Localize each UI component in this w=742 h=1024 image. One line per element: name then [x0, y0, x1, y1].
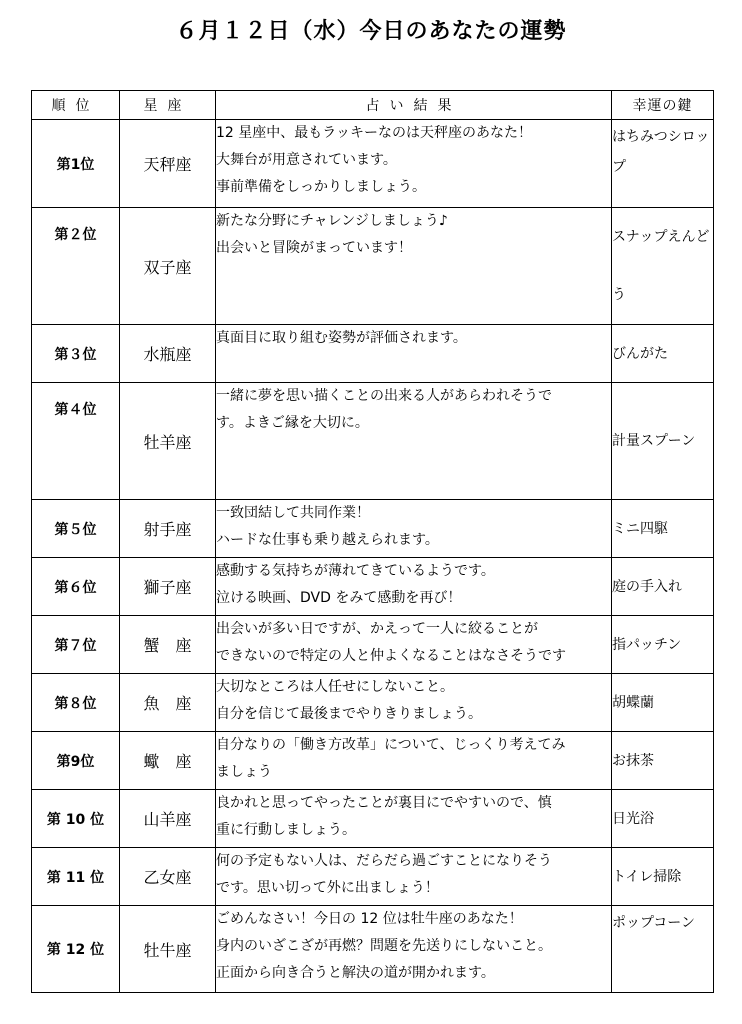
table-row — [32, 790, 714, 848]
result-cell — [216, 208, 612, 325]
rank-cell: 第 10 位 — [32, 790, 120, 848]
result-line: 感動する気持ちが薄れてきているようです。 — [216, 563, 495, 579]
sign-cell: 乙女座 — [120, 848, 216, 906]
result-line: 事前準備をしっかりしましょう。 — [216, 179, 426, 195]
rank-cell: 第６位 — [32, 558, 120, 616]
result-line: 身内のいざこざが再燃？問題を先送りにしないこと。 — [216, 938, 552, 954]
result-line: 何の予定もない人は、だらだら過ごすことになりそう — [216, 853, 552, 869]
rank-cell: 第２位 — [32, 208, 120, 325]
sign-cell: 山羊座 — [120, 790, 216, 848]
result-line: できないので特定の人と仲よくなることはなさそうです — [216, 648, 566, 664]
result-cell — [216, 848, 612, 906]
rank-cell: 第８位 — [32, 674, 120, 732]
luck-cell: スナップえんどう — [612, 208, 714, 325]
luck-cell: ポップコーン — [612, 906, 714, 993]
table-row — [32, 848, 714, 906]
luck-cell: ミニ四駆 — [612, 500, 714, 558]
sign-cell: 魚 座 — [120, 674, 216, 732]
result-line: 大舞台が用意されています。 — [216, 152, 397, 168]
table-row — [32, 208, 714, 325]
header-rank: 順位 — [32, 91, 120, 120]
table-row — [32, 558, 714, 616]
result-line: ましょう — [216, 764, 272, 780]
table-row — [32, 732, 714, 790]
header-luck: 幸運の鍵 — [612, 91, 714, 120]
rank-cell: 第 11 位 — [32, 848, 120, 906]
rank-cell: 第1位 — [32, 120, 120, 208]
result-cell — [216, 383, 612, 500]
result-line: 自分なりの「働き方改革」について、じっくり考えてみ — [216, 737, 566, 753]
result-line: です。思い切って外に出ましょう！ — [216, 880, 439, 896]
sign-cell: 射手座 — [120, 500, 216, 558]
table-row — [32, 674, 714, 732]
result-line: 泣ける映画、DVD をみて感動を再び！ — [216, 590, 462, 606]
sign-cell: 獅子座 — [120, 558, 216, 616]
rank-cell: 第４位 — [32, 383, 120, 500]
result-cell — [216, 732, 612, 790]
luck-cell: お抹茶 — [612, 732, 714, 790]
sign-cell: 双子座 — [120, 208, 216, 325]
result-line: ごめんなさい！今日の 12 位は牡牛座のあなた！ — [216, 911, 523, 927]
result-line: 良かれと思ってやったことが裏目にでやすいので、慎 — [216, 795, 552, 811]
header-result: 占い結果 — [216, 91, 612, 120]
result-line: 自分を信じて最後までやりきりましょう。 — [216, 706, 482, 722]
result-line: 一緒に夢を思い描くことの出来る人があらわれそうで — [216, 388, 552, 404]
result-line: 12 星座中、最もラッキーなのは天秤座のあなた！ — [216, 125, 532, 141]
luck-cell: 日光浴 — [612, 790, 714, 848]
luck-cell: 計量スプーン — [612, 383, 714, 500]
result-line: 新たな分野にチャレンジしましょう♪ — [216, 213, 448, 229]
result-line: 真面目に取り組む姿勢が評価されます。 — [216, 330, 467, 346]
sign-cell: 蟹 座 — [120, 616, 216, 674]
sign-cell: 牡羊座 — [120, 383, 216, 500]
fortune-table — [31, 90, 714, 993]
table-row — [32, 383, 714, 500]
result-line: ハードな仕事も乗り越えられます。 — [216, 532, 439, 548]
result-cell — [216, 790, 612, 848]
luck-cell: 胡蝶蘭 — [612, 674, 714, 732]
header-row — [32, 91, 714, 120]
result-cell — [216, 325, 612, 383]
result-cell — [216, 120, 612, 208]
table-row — [32, 616, 714, 674]
luck-cell: はちみつシロップ — [612, 120, 714, 208]
table-row — [32, 500, 714, 558]
table-row — [32, 906, 714, 993]
result-cell — [216, 558, 612, 616]
rank-cell: 第７位 — [32, 616, 120, 674]
result-cell — [216, 906, 612, 993]
rank-cell: 第３位 — [32, 325, 120, 383]
page-title: ６月１２日（水）今日のあなたの運勢 — [175, 19, 567, 44]
result-cell — [216, 500, 612, 558]
table-row — [32, 325, 714, 383]
luck-cell: びんがた — [612, 325, 714, 383]
result-cell — [216, 616, 612, 674]
header-sign: 星座 — [120, 91, 216, 120]
luck-cell: 指パッチン — [612, 616, 714, 674]
sign-cell: 牡牛座 — [120, 906, 216, 993]
rank-cell: 第５位 — [32, 500, 120, 558]
sign-cell: 天秤座 — [120, 120, 216, 208]
luck-cell: 庭の手入れ — [612, 558, 714, 616]
sign-cell: 蠍 座 — [120, 732, 216, 790]
sign-cell: 水瓶座 — [120, 325, 216, 383]
result-line: 一致団結して共同作業！ — [216, 505, 370, 521]
result-line: 大切なところは人任せにしないこと。 — [216, 679, 454, 695]
result-line: す。よきご縁を大切に。 — [216, 415, 369, 431]
result-line: 正面から向き合うと解決の道が開かれます。 — [216, 965, 495, 981]
result-line: 重に行動しましょう。 — [216, 822, 356, 838]
result-cell — [216, 674, 612, 732]
result-line: 出会いと冒険がまっています！ — [216, 240, 412, 256]
rank-cell: 第 12 位 — [32, 906, 120, 993]
table-row — [32, 120, 714, 208]
result-line: 出会いが多い日ですが、かえって一人に絞ることが — [216, 621, 538, 637]
luck-cell: トイレ掃除 — [612, 848, 714, 906]
rank-cell: 第9位 — [32, 732, 120, 790]
